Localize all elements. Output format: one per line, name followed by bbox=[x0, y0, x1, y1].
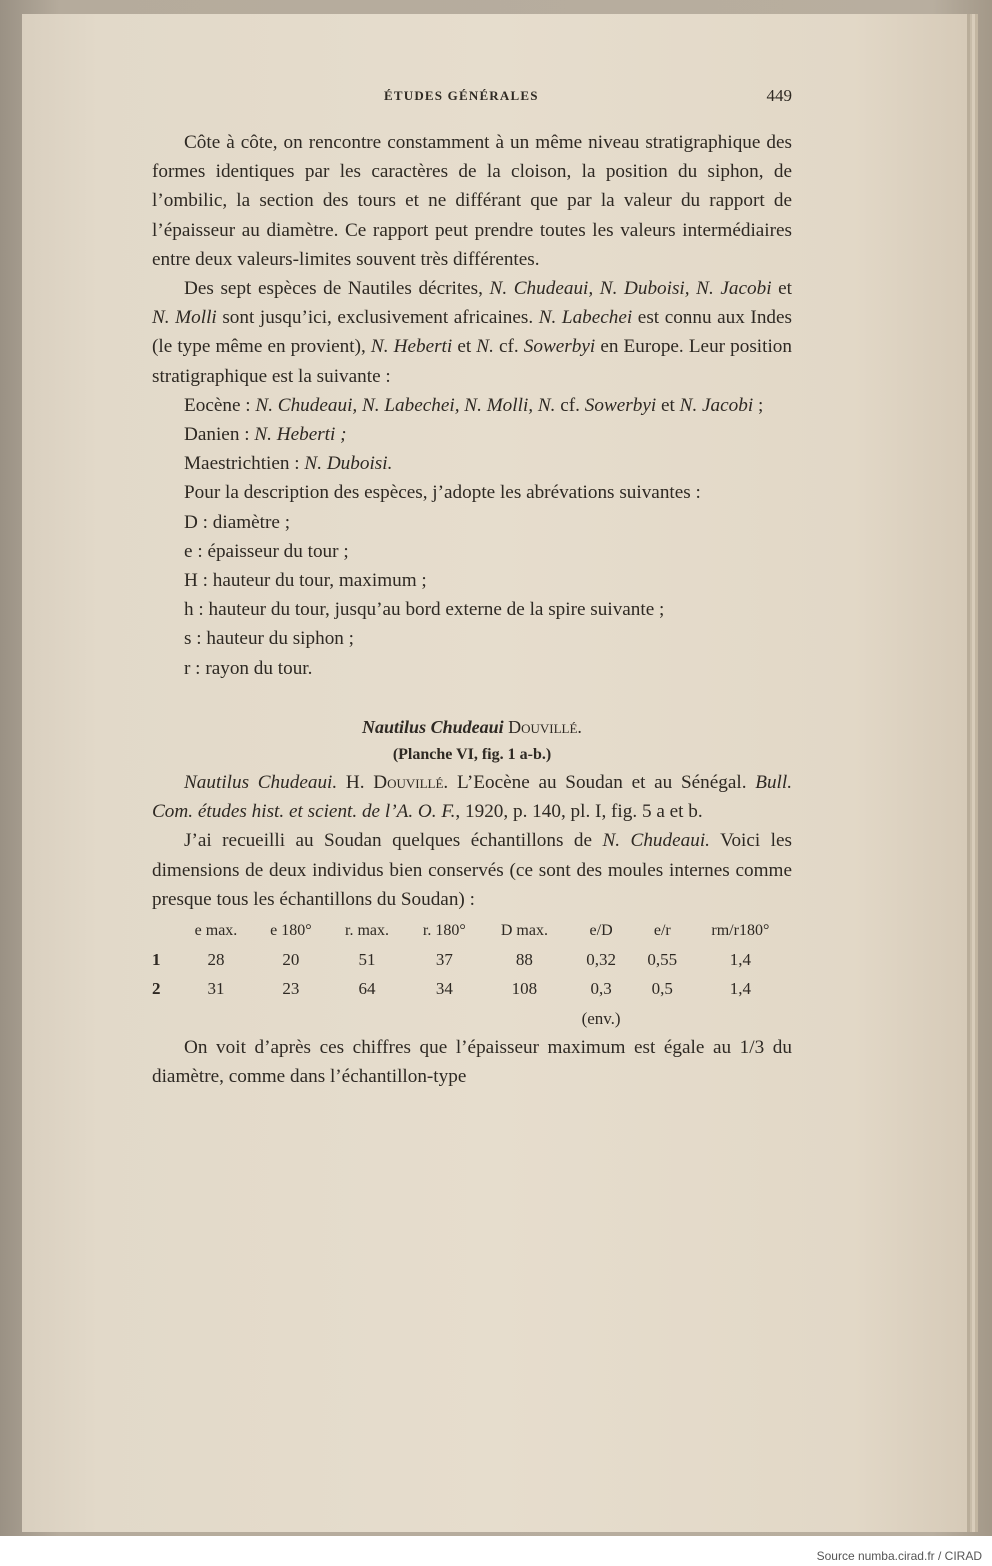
table-cell: 31 bbox=[207, 979, 225, 999]
table-cell: 20 bbox=[282, 950, 300, 970]
table-cell: 0,32 bbox=[586, 950, 616, 970]
table-header: e 180° bbox=[270, 922, 312, 940]
body-text bbox=[152, 128, 792, 1091]
abbreviation-item: r : rayon du tour. bbox=[184, 657, 313, 679]
abbreviation-item: e : épaisseur du tour ; bbox=[184, 540, 349, 562]
table-footnote: (env.) bbox=[581, 1008, 621, 1028]
table-cell: 37 bbox=[435, 950, 453, 970]
table-cell: 0,5 bbox=[651, 979, 673, 999]
table-header: r. max. bbox=[345, 922, 390, 940]
table-cell: 28 bbox=[207, 950, 225, 970]
table-cell-empty bbox=[328, 1004, 406, 1033]
page-header bbox=[152, 86, 792, 110]
table-cell: 23 bbox=[282, 979, 300, 999]
source-credit: Source numba.cirad.fr / CIRAD bbox=[816, 1549, 982, 1563]
abbreviation-item: D : diamètre ; bbox=[184, 511, 291, 533]
table-row bbox=[152, 974, 792, 1003]
table-cell: 51 bbox=[358, 950, 376, 970]
table-cell: 64 bbox=[358, 979, 376, 999]
table-cell: 1,4 bbox=[729, 979, 752, 999]
table-cell: 1,4 bbox=[729, 950, 752, 970]
table-header: e/D bbox=[589, 922, 613, 940]
table-header-row bbox=[152, 916, 792, 945]
table-cell-empty bbox=[406, 1004, 482, 1033]
table-row bbox=[152, 945, 792, 974]
page-number: 449 bbox=[766, 86, 792, 105]
paragraph: Des sept espèces de Nautiles décrites, N. Chudeaui, N. Duboisi, N. Jacobi et N. Molli sont jusqu’ici, exclusivement africaines. N. Labechei est connu aux Indes (le type même en provient), N. Heberti et N. cf. Sowerbyi en Europe. Leur position stratigraphique est la suivante : bbox=[152, 278, 792, 387]
bibliographic-reference: Nautilus Chudeaui. H. Douvillé. L’Eocène au Soudan et au Sénégal. Bull. Com. études hist. et scient. de l’A. O. F., 1920, p. 140, pl. I, fig. 5 a et b. bbox=[152, 772, 792, 823]
table-cell: 0,55 bbox=[647, 950, 678, 970]
table-cell-empty bbox=[254, 1004, 328, 1033]
table-cell-empty bbox=[636, 1004, 689, 1033]
table-header: e max. bbox=[194, 922, 238, 940]
table-header: e/r bbox=[653, 922, 671, 940]
table-footnote-row bbox=[152, 1004, 792, 1033]
stratigraphy-maestrichtien: Maestrichtien : N. Duboisi. bbox=[184, 453, 393, 475]
planche-reference: (Planche VI, fig. 1 a-b.) bbox=[392, 746, 552, 764]
abbreviation-item: s : hauteur du siphon ; bbox=[184, 628, 355, 650]
table-cell: 108 bbox=[511, 979, 538, 999]
table-cell-empty bbox=[689, 1004, 792, 1033]
table-cell-empty bbox=[482, 1004, 566, 1033]
row-label: 2 bbox=[152, 979, 161, 999]
table-cell-empty bbox=[152, 1004, 178, 1033]
paragraph: Pour la description des espèces, j’adopte les abrévations suivantes : bbox=[184, 482, 701, 504]
paragraph: Côte à côte, on rencontre constamment à un même niveau stratigraphique des formes identiques par les caractères de la cloison, la position du siphon, de l’ombilic, la section des tours et ne différant que par la valeur du rapport de l’épaisseur au diamètre. Ce rapport peut prendre toutes les valeurs intermédiaires entre deux valeurs-limites souvent très différentes. bbox=[152, 132, 792, 270]
table-header: r. 180° bbox=[422, 922, 466, 940]
stratigraphy-danien: Danien : N. Heberti ; bbox=[184, 424, 347, 446]
table-header: rm/r180° bbox=[711, 922, 770, 940]
table-cell: 88 bbox=[515, 950, 533, 970]
dimensions-table bbox=[152, 916, 792, 1033]
running-head: ÉTUDES GÉNÉRALES bbox=[384, 88, 539, 103]
table-cell-empty bbox=[178, 1004, 254, 1033]
stratigraphy-eocene: Eocène : N. Chudeaui, N. Labechei, N. Molli, N. cf. Sowerbyi et N. Jacobi ; bbox=[184, 394, 764, 416]
table-cell: 34 bbox=[435, 979, 453, 999]
row-label: 1 bbox=[152, 950, 161, 970]
paragraph: J’ai recueilli au Soudan quelques échantillons de N. Chudeaui. Voici les dimensions de deux individus bien conservés (ce sont des moules internes comme presque tous les échantillons du Soudan) : bbox=[152, 830, 792, 910]
table-header: D max. bbox=[500, 922, 548, 940]
table-corner bbox=[152, 916, 178, 945]
paragraph: On voit d’après ces chiffres que l’épaisseur maximum est égale au 1/3 du diamètre, comme dans l’échantillon-type bbox=[152, 1036, 792, 1088]
table-cell: 0,3 bbox=[590, 979, 612, 999]
species-title: Nautilus Chudeaui Douvillé. bbox=[362, 716, 582, 737]
abbreviation-item: h : hauteur du tour, jusqu’au bord externe de la spire suivante ; bbox=[184, 599, 665, 621]
abbreviation-item: H : hauteur du tour, maximum ; bbox=[184, 570, 427, 592]
